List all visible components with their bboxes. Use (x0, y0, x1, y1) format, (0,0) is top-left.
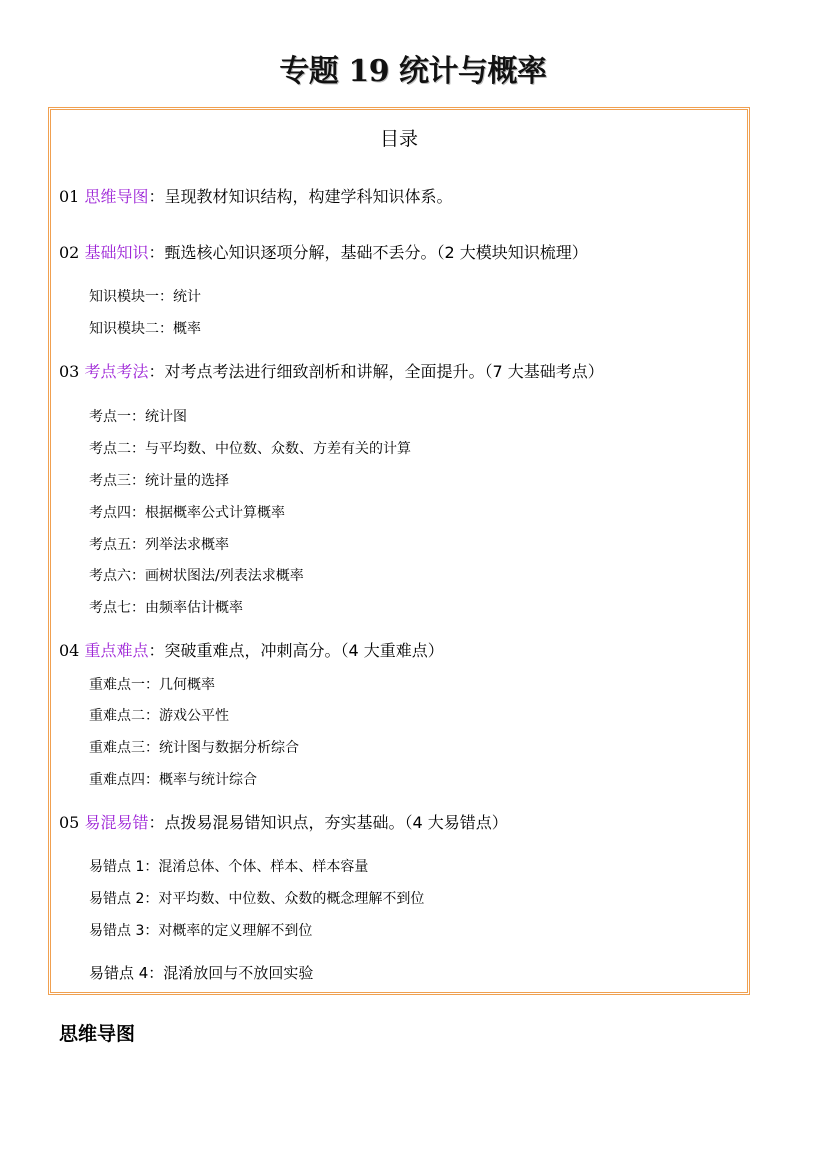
toc-item[interactable]: 考点一：统计图 (89, 409, 187, 425)
toc-item[interactable]: 重难点四：概率与统计综合 (89, 772, 257, 788)
toc-item[interactable]: 考点六：画树状图法/列表法求概率 (89, 568, 304, 584)
toc-item[interactable]: 知识模块一：统计 (89, 289, 201, 305)
toc-item[interactable]: 重难点三：统计图与数据分析综合 (89, 740, 299, 756)
toc-section-01[interactable] (59, 184, 452, 207)
section-name: 易混易错 (84, 813, 149, 832)
toc-item[interactable]: 考点七：由频率估计概率 (89, 600, 243, 616)
section-description: ：点拨易混易错知识点，夯实基础。（4 大易错点） (148, 813, 508, 832)
page-title: 专题 19 统计与概率 (279, 54, 547, 89)
section-description: ：对考点考法进行细致剖析和讲解，全面提升。（7 大基础考点） (148, 362, 604, 381)
toc-item[interactable]: 考点三：统计量的选择 (89, 473, 229, 489)
toc-section-05[interactable] (59, 810, 508, 833)
table-of-contents (48, 107, 750, 995)
toc-item[interactable]: 考点二：与平均数、中位数、众数、方差有关的计算 (89, 441, 411, 457)
toc-item[interactable]: 考点四：根据概率公式计算概率 (89, 505, 285, 521)
section-description: ：呈现教材知识结构，构建学科知识体系。 (148, 187, 453, 206)
section-number: 01 (59, 187, 80, 206)
toc-item[interactable]: 易错点 2：对平均数、中位数、众数的概念理解不到位 (89, 891, 425, 907)
section-name: 考点考法 (84, 362, 149, 381)
toc-section-04[interactable] (59, 638, 444, 661)
section-number: 05 (59, 813, 80, 832)
toc-item[interactable]: 重难点二：游戏公平性 (89, 708, 229, 724)
section-number: 02 (59, 243, 80, 262)
section-name: 思维导图 (84, 187, 149, 206)
section-name: 重点难点 (84, 641, 149, 660)
toc-heading: 目录 (379, 128, 418, 150)
toc-item[interactable]: 易错点 1：混淆总体、个体、样本、样本容量 (89, 859, 369, 875)
section-description: ：甄选核心知识逐项分解，基础不丢分。（2 大模块知识梳理） (148, 243, 588, 262)
section-description: ：突破重难点，冲刺高分。（4 大重难点） (148, 641, 444, 660)
toc-section-03[interactable] (59, 359, 604, 382)
section-heading-mindmap: 思维导图 (59, 1023, 136, 1045)
toc-item[interactable]: 易错点 4：混淆放回与不放回实验 (89, 964, 314, 982)
toc-section-02[interactable] (59, 240, 588, 263)
toc-item[interactable]: 易错点 3：对概率的定义理解不到位 (89, 923, 313, 939)
section-number: 03 (59, 362, 80, 381)
section-name: 基础知识 (84, 243, 149, 262)
toc-item[interactable]: 考点五：列举法求概率 (89, 537, 229, 553)
toc-item[interactable]: 知识模块二：概率 (89, 321, 201, 337)
toc-item[interactable]: 重难点一：几何概率 (89, 677, 215, 693)
section-number: 04 (59, 641, 80, 660)
